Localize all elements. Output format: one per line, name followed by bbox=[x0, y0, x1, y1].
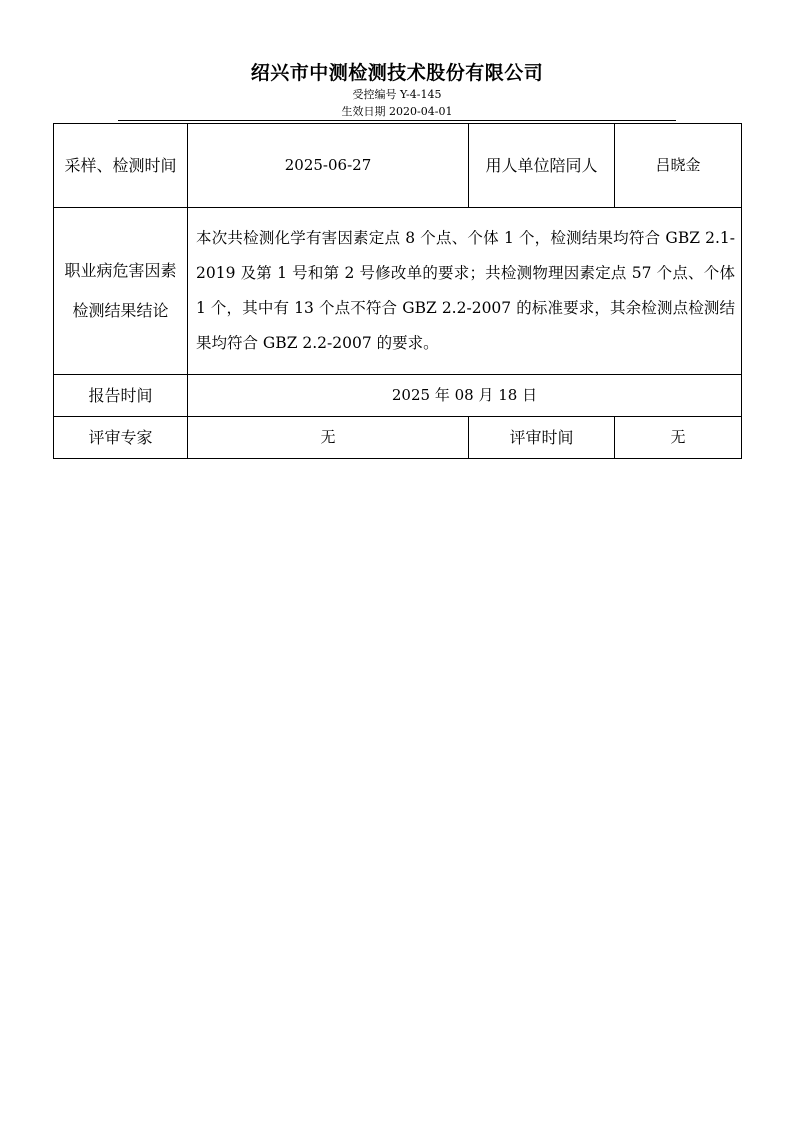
table-row-conclusion bbox=[54, 208, 742, 375]
report-time-label: 报告时间 bbox=[54, 375, 188, 417]
accompany-person-value: 吕晓金 bbox=[615, 124, 742, 208]
conclusion-label: 职业病危害因素检测结果结论 bbox=[54, 208, 188, 375]
sampling-time-value: 2025-06-27 bbox=[188, 124, 469, 208]
sampling-time-label: 采样、检测时间 bbox=[54, 124, 188, 208]
conclusion-text: 本次共检测化学有害因素定点 8 个点、个体 1 个，检测结果均符合 GBZ 2.1-2019 及第 1 号和第 2 号修改单的要求；共检测物理因素定点 57 个点、个体 1 个，其中有 13 个点不符合 GBZ 2.2-2007 的标准要求，其余检测点检测结果均符合 GBZ 2.2-2007 的要求。 bbox=[188, 208, 742, 375]
accompany-person-label: 用人单位陪同人 bbox=[469, 124, 615, 208]
inspection-summary-table bbox=[53, 123, 742, 459]
table-row-sampling bbox=[54, 124, 742, 208]
table-row-report-time bbox=[54, 375, 742, 417]
review-time-value: 无 bbox=[615, 417, 742, 459]
report-time-value: 2025 年 08 月 18 日 bbox=[188, 375, 742, 417]
table-row-review bbox=[54, 417, 742, 459]
review-time-label: 评审时间 bbox=[469, 417, 615, 459]
review-expert-value: 无 bbox=[188, 417, 469, 459]
header-divider bbox=[118, 120, 676, 121]
effective-date: 生效日期 2020-04-01 bbox=[341, 105, 453, 118]
control-number: 受控编号 Y-4-145 bbox=[352, 88, 442, 101]
review-expert-label: 评审专家 bbox=[54, 417, 188, 459]
company-name: 绍兴市中测检测技术股份有限公司 bbox=[250, 62, 544, 84]
